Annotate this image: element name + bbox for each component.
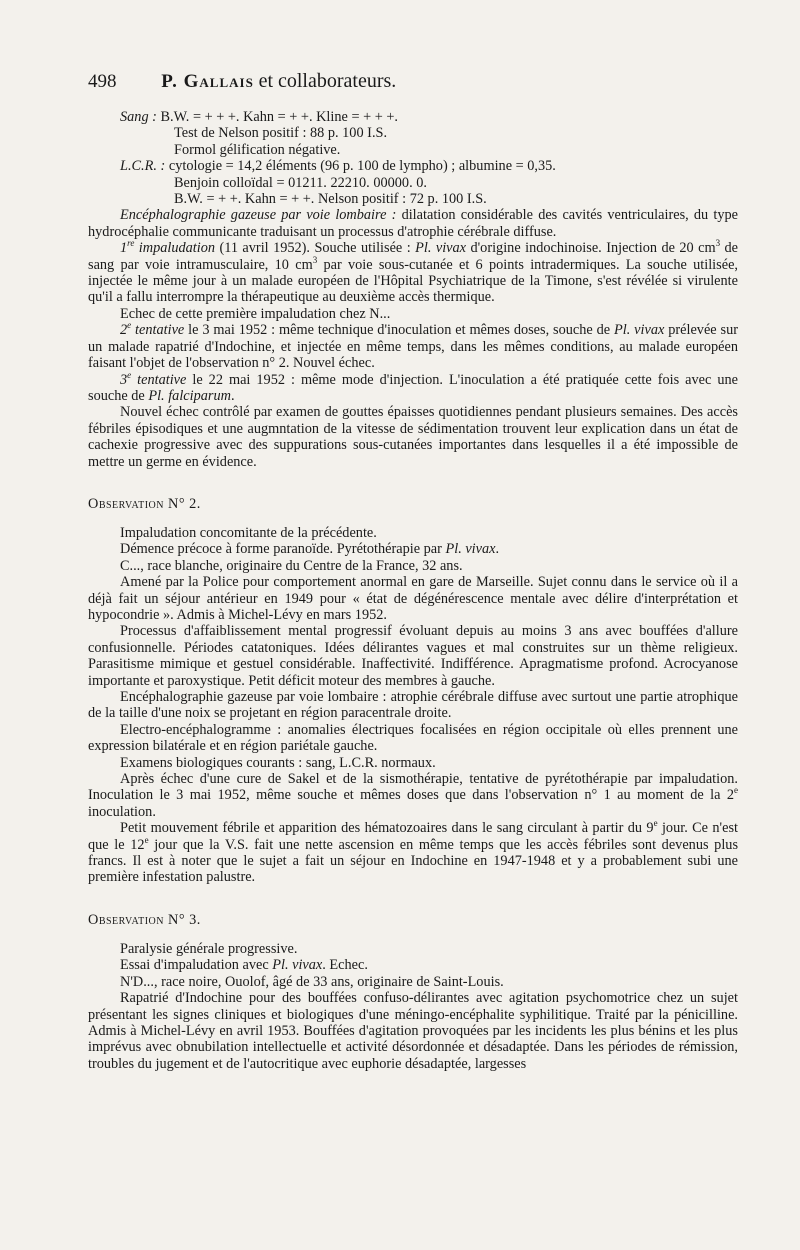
observation-3-title: Observation N° 3. (88, 911, 201, 928)
header-authors: P. Gallais (161, 71, 254, 92)
header-collab: et collaborateurs. (258, 70, 397, 92)
third-attempt-paragraph: 3e tentative le 22 mai 1952 : même mode d'injection. L'inoculation a été pratiquée cette fois avec une souche de Pl. falciparum. (88, 369, 738, 404)
second-attempt-paragraph: 2e tentative le 3 mai 1952 : même technique d'inoculation et mêmes doses, souche de Pl. vivax prélevée sur un malade rapatrié d'Indochine, et injectée en même temps, dans les mêmes conditions, au malade européen faisant l'objet de l'observation n° 2. Nouvel échec. (88, 320, 738, 372)
obs3-line-3: N'D..., race noire, Ouolof, âgé de 33 ans, originaire de Saint-Louis. (120, 973, 504, 990)
first-impaludation-paragraph: 1re impaludation (11 avril 1952). Souche utilisée : Pl. vivax d'origine indochinoise. Injection de 20 $cm^3$ de sang par voie intramusculaire, 10 $cm^3$ par voie sous-cutanée et 6 points intradermiques. La souche utilisée, injectée le même jour à un malade européen de l'Hôpital Psychiatrique de la Timone, s'est révélée si virulente qu'il a fallu interrompre la thérapeutique au deuxième accès thermique. (88, 238, 739, 306)
new-failure-paragraph: Nouvel échec contrôlé par examen de gouttes épaisses quotidiennes pendant plusieurs semaines. Des accès fébriles épisodiques et une augmntation de la vitesse de sédimentation trouvent leur explication dans un état de cachexie progressive avec des suppurations sous-cutanées importantes dans lesquelles il a été impossible de mettre un germe en évidence. (88, 404, 738, 470)
observation-2-title: Observation N° 2. (88, 495, 201, 512)
obs2-paragraph-2: Processus d'affaiblissement mental progressif évoluant depuis au moins 3 ans avec bouffées d'allure confusionnelle. Périodes catatoniques. Idées délirantes vagues et mal construites sur un thème religieux. Parasitisme mimique et gestuel considérable. Inaffectivité. Indifférence. Apragmatisme profond. Acrocyanose importante et paroxystique. Petit déficit moteur des membres à gauche. (88, 623, 738, 689)
lcr-line-1: L.C.R. : cytologie = 14,2 éléments (96 p. 100 de lympho) ; albumine = 0,35. (120, 158, 556, 175)
obs2-paragraph-4: Electro-encéphalogramme : anomalies électriques focalisées en région occipitale où elles prennent une expression bilatérale et en région pariétale gauche. (88, 721, 738, 755)
obs2-paragraph-1: Amené par la Police pour comportement anormal en gare de Marseille. Sujet connu dans le service où il a déjà fait un séjour antérieur en 1949 pour « état de dégénérescence mentale avec délire d'interprétation et hypocondrie ». Admis à Michel-Lévy en mars 1952. (88, 574, 738, 623)
obs3-paragraph-1: Rapatrié d'Indochine pour des bouffées confuso-délirantes avec agitation psychomotrice chez un sujet présentant les signes cliniques et biologiques d'une méningo-encéphalite syphilitique. Traité par la pénicilline. Admis à Michel-Lévy en avril 1953. Bouffées d'agitation provoquées par les incidents les plus bénins et les plus imprévus avec obnubilation intellectuelle et activité désordonnée et désadaptée. Dans les périodes de rémission, troubles du jugement et de l'autocritique avec euphorie désadaptée, largesses (88, 990, 738, 1072)
sang-line-3: Formol gélification négative. (174, 141, 341, 158)
obs2-paragraph-5: Examens biologiques courants : sang, L.C.R. normaux. (120, 754, 436, 771)
obs2-line-2: Démence précoce à forme paranoïde. Pyrétothérapie par Pl. vivax. (120, 541, 500, 558)
lcr-line-3: B.W. = + +. Kahn = + +. Nelson positif : 72 p. 100 I.S. (174, 191, 487, 208)
obs2-line-1: Impaludation concomitante de la précédente. (120, 524, 377, 541)
obs2-paragraph-7: Petit mouvement fébrile et apparition des hématozoaires dans le sang circulant à partir du 9e jour. Ce n'est que le 12e jour que la V.S. fait une nette ascension en même temps que les accès fébriles sont devenus plus francs. Il est à noter que le sujet a fait un séjour en Indochine en 1947-1948 et y a probablement subi une première infestation palustre. (88, 818, 739, 886)
lcr-line-2: Benjoin colloïdal = 01211. 22210. 00000. 0. (174, 174, 427, 191)
page (88, 70, 738, 1072)
sang-line-2: Test de Nelson positif : 88 p. 100 I.S. (174, 125, 388, 142)
obs2-line-3: C..., race blanche, originaire du Centre de la France, 32 ans. (120, 557, 463, 574)
obs2-paragraph-6: Après échec d'une cure de Sakel et de la sismothérapie, tentative de pyrétothérapie par impaludation. Inoculation le 3 mai 1952, même souche et mêmes doses que dans l'observation n° 1 au moment de la 2e inoculation. (88, 771, 738, 820)
sang-line-1: Sang : B.W. = + + +. Kahn = + +. Kline = + + +. (120, 109, 398, 125)
obs2-paragraph-3: Encéphalographie gazeuse par voie lombaire : atrophie cérébrale diffuse avec surtout une partie atrophique de la taille d'une noix se projetant en région paracentrale droite. (88, 689, 738, 722)
page-number: 498 (88, 71, 117, 92)
running-header (88, 70, 738, 93)
obs3-line-2: Essai d'impaludation avec Pl. vivax. Echec. (120, 957, 368, 974)
obs3-line-1: Paralysie générale progressive. (120, 940, 298, 957)
encephalography-paragraph: Encéphalographie gazeuse par voie lombaire : dilatation considérable des cavités ventriculaires, du type hydrocéphalie communicante traduisant un processus d'atrophie cérébrale diffuse. (88, 207, 738, 240)
first-failure-line: Echec de cette première impaludation chez N... (120, 305, 391, 322)
